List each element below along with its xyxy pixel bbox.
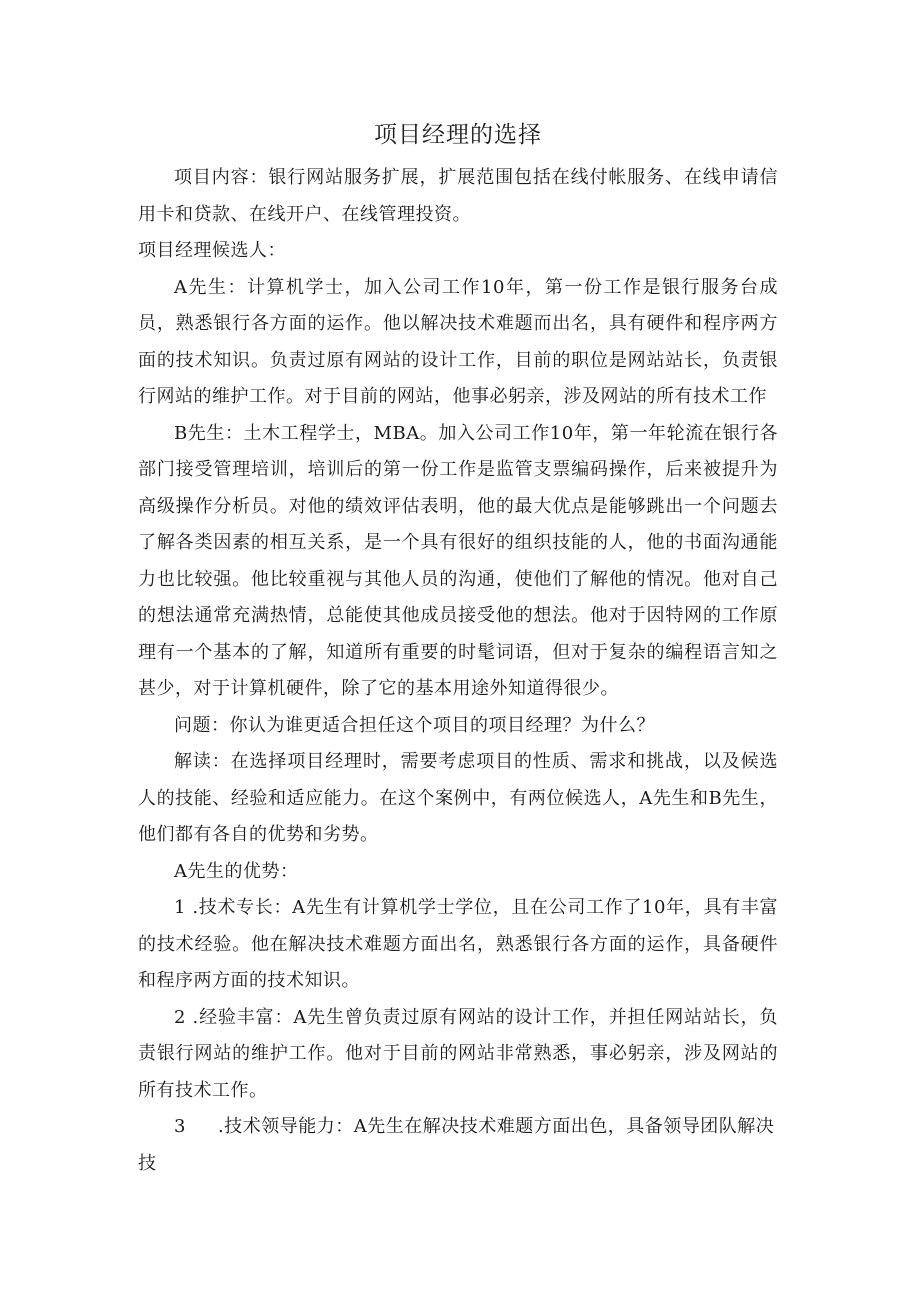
strength-item-1: 1 .技术专长：A先生有计算机学士学位，且在公司工作了10年，具有丰富的技术经验。他在解决技术难题方面出名，熟悉银行各方面的运作，具备硬件和程序两方面的技术知识。 <box>138 897 778 991</box>
document-page <box>138 118 778 1182</box>
candidate-b-paragraph: B先生：土木工程学士，MBA。加入公司工作10年，第一年轮流在银行各部门接受管理培训，培训后的第一份工作是监管支票编码操作，后来被提升为高级操作分析员。对他的绩效评估表明，他的最大优点是能够跳出一个问题去了解各类因素的相互关系，是一个具有很好的组织技能的人，他的书面沟通能力也比较强。他比较重视与其他人员的沟通，使他们了解他的情况。他对自己的想法通常充满热情，总能使其他成员接受他的想法。他对于因特网的工作原理有一个基本的了解，知道所有重要的时髦词语，但对于复杂的编程语言知之甚少，对于计算机硬件，除了它的基本用途外知道得很少。 <box>138 422 778 699</box>
document-title: 项目经理的选择 <box>374 122 542 148</box>
candidate-a-paragraph: A先生：计算机学士，加入公司工作10年，第一份工作是银行服务台成员，熟悉银行各方面的运作。他以解决技术难题而出名，具有硬件和程序两方面的技术知识。负责过原有网站的设计工作，目前的职位是网站站长，负责银行网站的维护工作。对于目前的网站，他事必躬亲，涉及网站的所有技术工作 <box>138 276 778 407</box>
analysis-paragraph: 解读：在选择项目经理时，需要考虑项目的性质、需求和挑战，以及候选人的技能、经验和适应能力。在这个案例中，有两位候选人，A先生和B先生，他们都有各自的优势和劣势。 <box>138 751 778 845</box>
project-content-paragraph: 项目内容：银行网站服务扩展，扩展范围包括在线付帐服务、在线申请信用卡和贷款、在线开户、在线管理投资。 <box>138 167 778 225</box>
candidates-heading: 项目经理候选人： <box>138 240 286 261</box>
question-paragraph: 问题：你认为谁更适合担任这个项目的项目经理？为什么？ <box>174 714 655 736</box>
strength-item-3 <box>138 1109 778 1182</box>
strength-item-2: 2 .经验丰富：A先生曾负责过原有网站的设计工作，并担任网站站长，负责银行网站的维护工作。他对于目前的网站非常熟悉，事必躬亲，涉及网站的所有技术工作。 <box>138 1006 778 1101</box>
strength-item-3-text: .技术领导能力：A先生在解决技术难题方面出色，具备领导团队解决技 <box>138 1116 775 1174</box>
strength-item-3-number: 3 <box>174 1116 186 1137</box>
a-strengths-heading: A先生的优势： <box>174 860 299 882</box>
